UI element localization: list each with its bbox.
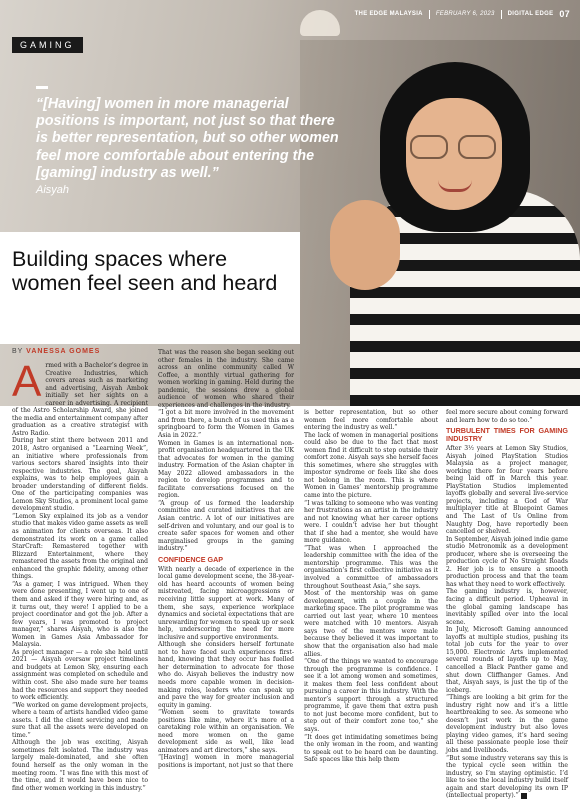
article-column-4 <box>446 409 568 800</box>
glasses <box>410 135 498 161</box>
paragraph: Although the job was exciting, Aisyah sometimes felt isolated. The industry was largely male-dominated, and she often found herself as the only woman in the meeting room. “I was fine with this most of the time, and it would have been nice to find other women working in this industry.” <box>12 739 148 792</box>
article-column-1 <box>12 357 148 792</box>
paragraph: feel more secure about coming forward and learn how to do so too.” <box>446 409 568 424</box>
byline <box>12 348 100 355</box>
paragraph: The gaming industry is, however, facing a difficult period. Upheaval in the global gaming landscape has inevitably spilled over into the local scene. <box>446 588 568 626</box>
paragraph: Women in Games is an international non-profit organisation headquartered in the UK that advocates for women in the gaming industry. Formation of the Asian chapter in May 2022 allowed ambassadors in the region to develop programmes and to facilitate conversations focused on the region. <box>158 439 294 500</box>
article-column-2 <box>158 349 294 770</box>
paragraph: “Lemon Sky explained its job as a vendor studio that makes video game assets as well as animation for clients overseas. It also demonstrated its work on a game called StarCraft: Remastered together with Blizzard Entertainment, where they remastered the assets from the original and enhanced the graphic fidelity, among other things. <box>12 512 148 581</box>
paragraph: “One of the things we wanted to encourage through the programme is confidence. I see it a lot among women and sometimes, it makes them feel less confident about pursuing a career in this industry. With the mentor’s support through a structured programme, it gave them that extra push to not just become more confident, but to step out of their comfort zone too,” she says. <box>304 658 438 733</box>
headline: Building spaces where women feel seen and heard <box>12 247 278 295</box>
paragraph: is better representation, but so other women feel more comfortable about entering the industry as well.” <box>304 409 438 432</box>
hand <box>330 200 400 290</box>
page-folio <box>355 9 570 19</box>
byline-author: VANESSA GOMES <box>26 348 101 355</box>
subheading-turbulent-times: TURBULENT TIMES FOR GAMING INDUSTRY <box>446 426 568 444</box>
paragraph: “I got a bit more involved in the movement and from there, a bunch of us used this as a springboard to form the Women in Games Asia in 2022.” <box>158 409 294 440</box>
paragraph: In September, Aisyah joined indie game studio Metronomik as a development producer, where she is overseeing the production cycle of No Straight Roads 2. Her job is to ensure a smooth production process and that the team has what they need to work effectively. <box>446 535 568 588</box>
folio-divider <box>501 10 502 19</box>
background-lamp <box>300 10 340 36</box>
paragraph: “A group of us formed the leadership committee and curated initiatives that are Asian centric. A lot of our initiatives are self-driven and voluntary, and our goal is to create safer spaces for women and other marginalised groups in the gaming industry.” <box>158 499 294 553</box>
paragraph: “Things are looking a bit grim for the industry right now and it’s a little heartbreaking to see. As someone who doesn’t just work in the game development industry but also loves playing video games, it’s hard seeing all these passionate people lose their jobs and livelihoods. <box>446 694 568 754</box>
end-mark-icon <box>521 793 527 799</box>
byline-prefix: BY <box>12 348 24 355</box>
subheading-confidence-gap: CONFIDENCE GAP <box>158 554 224 564</box>
paragraph: “I was talking to someone who was venting her frustrations as an artist in the industry and not knowing what her career options were. I couldn’t advise her but thought that if she had a mentor, she would have more guidance. <box>304 499 438 545</box>
publication-logo: THE EDGE MALAYSIA <box>354 11 423 17</box>
paragraph: Most of the mentorship was on game development, with a couple in the marketing space. The pilot programme was carried out last year, where 10 mentees were matched with 10 mentors. Aisyah says two of the mentors were male because they believed it was important to show that the organisation also had male allies. <box>304 590 438 658</box>
paragraph: During her stint there between 2011 and 2018, Astro organised a “Learning Week”, an initiative where professionals from various sectors shared insights into their respective industries. The goal, Aisyah explains, was to help employees gain a broader understanding of different fields. One of the participating companies was Lemon Sky Studios, a prominent local game development studio. <box>12 437 148 513</box>
section-tag: GAMING <box>12 37 83 53</box>
paragraph: That was the reason she began seeking out other females in the industry. She came across an online community called W Coffee, a monthly virtual gathering for women working in gaming. Held during the pandemic, the sessions drew a global audience of women who shared their experiences and challenges in the industry. <box>158 349 294 409</box>
paragraph: “As a gamer, I was intrigued. When they were done presenting, I went up to one of them and asked if they were hiring and, as it turns out, they were! I applied to be a project coordinator and got the job. After a few years, I was promoted to project manager,” shares Aisyah, who is also the Women in Games Asia Ambassador for Malaysia. <box>12 580 148 649</box>
paragraph-text: “But some industry veterans say this is the typical cycle seen within the industry, so I’m staying optimistic. I’d like to see the local industry build itself again and start developing its own IP (intellectual property).” <box>446 754 568 800</box>
paragraph: rmed with a Bachelor’s degree in Creative Industries, which covers areas such as marketing and advertising, Aisyah Ambok initially set her sights on a career in advertising. A recipient of the Astro Scholarship Award, she joined the media and entertainment company after graduation as a creative strategist with Astro Radio. <box>12 362 148 437</box>
section-name: DIGITAL EDGE <box>507 11 554 17</box>
paragraph: “It does get intimidating sometimes being the only woman in the room, and wanting to speak out to be heard can be daunting. Safe spaces like this help them <box>304 733 438 764</box>
article-column-3 <box>304 409 438 764</box>
paragraph <box>446 755 568 800</box>
drop-cap: A <box>12 357 42 406</box>
page-number: 07 <box>559 9 570 19</box>
paragraph: After 3½ years at Lemon Sky Studios, Aisyah joined PlayStation Studios Malaysia as a project manager, working there for four years before being laid off in March this year. PlayStation Studios implemented layoffs globally and several live-service projects, including a God of War multiplayer title at Bluepoint Games and The Last of Us Online from Naughty Dog, have reportedly been cancelled or shelved. <box>446 445 568 536</box>
pull-quote: “[Having] women in more managerial positions is important, not just so that there is better representation, but so other women feel more comfortable about entering the [gaming] industry as well.” <box>36 96 339 181</box>
paragraph: “That was when I approached the leadership committee with the idea of the mentorship programme. This was the organisation’s first collective initiative as it involved a committee of ambassadors throughout Southeast Asia,” she says. <box>304 544 438 590</box>
portrait-illustration <box>320 40 580 406</box>
quote-dash <box>36 86 48 89</box>
paragraph: With nearly a decade of experience in the local game development scene, the 38-year-old has heard accounts of women being mistreated, facing microaggressions or receiving little support at work. Many of them, she says, experience workplace dynamics and societal expectations that are unrewarding for women to speak up or seek help, underscoring the need for more inclusive and supportive environments. <box>158 565 294 641</box>
paragraph: “We worked on game development projects, where a team of artists handled video game assets. I did the client servicing and made sure that all the assets were developed on time.” <box>12 701 148 739</box>
issue-date: FEBRUARY 6, 2023 <box>435 11 495 17</box>
pull-quote-attribution: Aisyah <box>36 184 70 196</box>
paragraph: In July, Microsoft Gaming announced layoffs at multiple studios, pushing its total job cuts for the year to over 15,000. Electronic Arts implemented several rounds of layoffs up to May, cancelled a Black Panther game and shut down Cliffhanger Games. And that, Aisyah says, is just the tip of the iceberg. <box>446 626 568 694</box>
paragraph: “Women seem to gravitate towards positions like mine, where it’s more of a caretaking role within an organisation. We need more women on the game development side as well, like lead animators and art directors,” she says. <box>158 709 294 754</box>
paragraph: “[Having] women in more managerial positions is important, not just so that there <box>158 754 294 769</box>
paragraph: The lack of women in managerial positions could also be due to the fact that most women find it difficult to step outside their comfort zone. Aisyah says she herself faces this sometimes, where she struggles with impostor syndrome or feels like she does not belong in the room. This is where Women in Games’ mentorship programme came into the picture. <box>304 431 438 500</box>
paragraph: Although she considers herself fortunate not to have faced such experiences first-hand, knowing that they occur has fuelled her determination to advocate for those who do. Aisyah believes the industry now needs more capable women in decision-making roles, leaders who can speak up and pave the way for greater inclusion and equity in gaming. <box>158 641 294 709</box>
folio-divider <box>429 10 430 19</box>
paragraph: As project manager — a role she held until 2021 — Aisyah oversaw project timelines and budgets at Lemon Sky, ensuring each assignment was completed on schedule and within cost. She also made sure her teams had the resources and support they needed to work efficiently. <box>12 648 148 702</box>
